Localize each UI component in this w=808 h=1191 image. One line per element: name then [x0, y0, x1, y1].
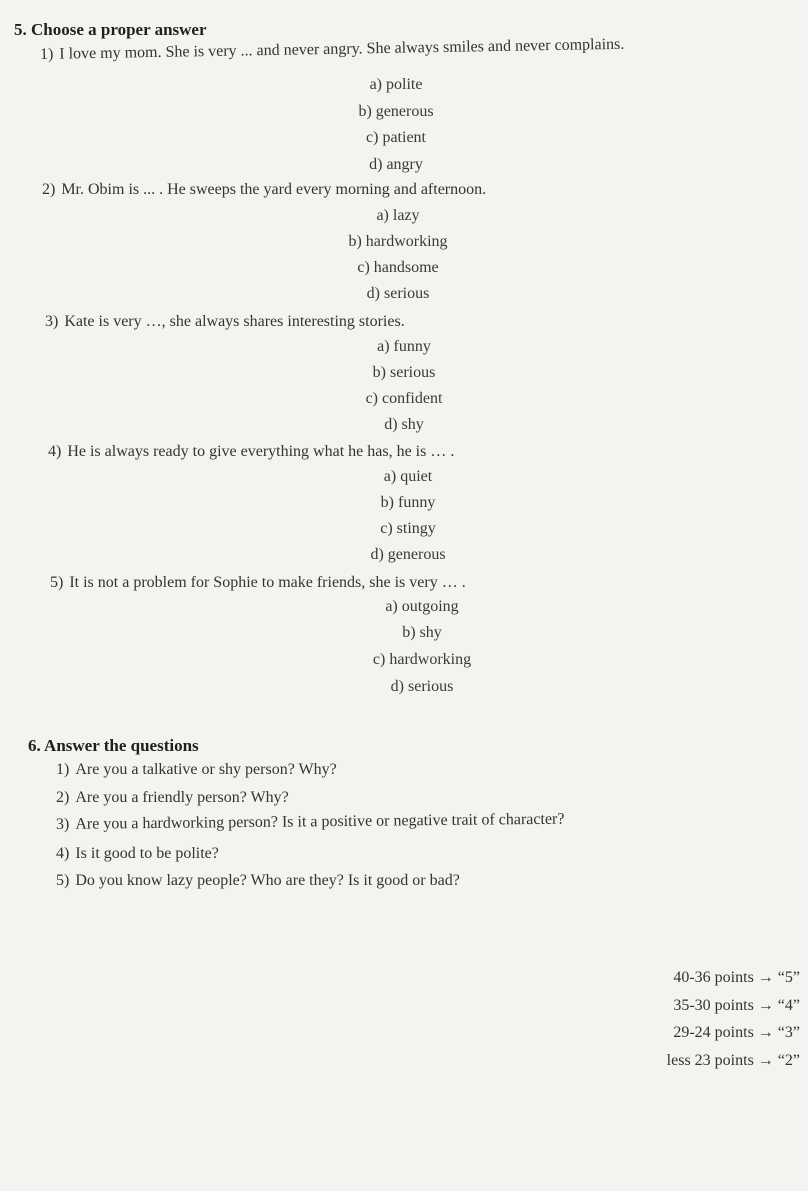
- question-text: Are you a friendly person? Why?: [75, 789, 289, 806]
- option-4b: b) funny: [380, 494, 436, 511]
- question-number: 4): [48, 443, 62, 460]
- option-1d: d) angry: [369, 156, 423, 173]
- option-5b: b) shy: [402, 624, 442, 641]
- question-text: He is always ready to give everything what he has, he is … .: [67, 443, 455, 460]
- question-number: 3): [55, 815, 70, 833]
- open-question-1: [56, 761, 337, 779]
- question-number: 5): [56, 872, 70, 889]
- option-1b: b) generous: [358, 103, 434, 120]
- question-2: [42, 181, 486, 199]
- option-4a: a) quiet: [383, 468, 433, 485]
- option-2b: b) hardworking: [348, 233, 448, 250]
- question-number: 4): [56, 845, 70, 862]
- question-text: Kate is very …, she always shares interesting stories.: [64, 313, 405, 330]
- question-1: [40, 36, 625, 64]
- option-3a: a) funny: [377, 338, 431, 355]
- option-2a: a) lazy: [376, 207, 420, 224]
- option-3b: b) serious: [372, 364, 436, 381]
- question-number: 2): [42, 181, 56, 198]
- question-5: [50, 574, 466, 592]
- option-2c: c) handsome: [357, 259, 439, 276]
- question-text: Do you know lazy people? Who are they? Is it good or bad?: [75, 872, 460, 889]
- question-text: Is it good to be polite?: [75, 845, 219, 862]
- option-4d: d) generous: [370, 546, 446, 563]
- grading-line-2: 35-30 points → “4”: [673, 997, 800, 1014]
- option-5d: d) serious: [390, 678, 454, 695]
- question-text: Are you a hardworking person? Is it a positive or negative trait of character?: [75, 810, 565, 833]
- question-number: 5): [50, 574, 64, 591]
- option-1a: a) polite: [369, 76, 423, 93]
- option-5a: a) outgoing: [385, 598, 459, 615]
- option-2d: d) serious: [366, 285, 430, 302]
- section6-title: 6. Answer the questions: [28, 736, 199, 755]
- option-3c: c) confident: [365, 390, 443, 407]
- question-3: [45, 313, 405, 331]
- question-4: [48, 443, 454, 461]
- section5-title: 5. Choose a proper answer: [14, 20, 207, 39]
- open-question-3: [56, 811, 565, 834]
- option-3d: d) shy: [384, 416, 424, 433]
- question-text: Mr. Obim is ... . He sweeps the yard every morning and afternoon.: [61, 181, 487, 198]
- grading-line-3: 29-24 points → “3”: [673, 1024, 800, 1041]
- question-number: 2): [56, 789, 70, 806]
- option-1c: c) patient: [366, 129, 426, 146]
- question-number: 3): [45, 313, 59, 330]
- grading-line-4: less 23 points → “2”: [666, 1052, 800, 1069]
- open-question-4: [56, 845, 219, 863]
- question-text: Are you a talkative or shy person? Why?: [75, 761, 337, 778]
- option-5c: c) hardworking: [372, 651, 472, 668]
- question-text: It is not a problem for Sophie to make friends, she is very … .: [69, 574, 466, 591]
- open-question-5: [56, 872, 460, 890]
- grading-line-1: 40-36 points → “5”: [673, 969, 800, 986]
- question-number: 1): [56, 761, 70, 778]
- question-text: I love my mom. She is very ... and never angry. She always smiles and never complains.: [59, 35, 625, 63]
- option-4c: c) stingy: [380, 520, 436, 537]
- open-question-2: [56, 789, 289, 807]
- question-number: 1): [39, 45, 54, 63]
